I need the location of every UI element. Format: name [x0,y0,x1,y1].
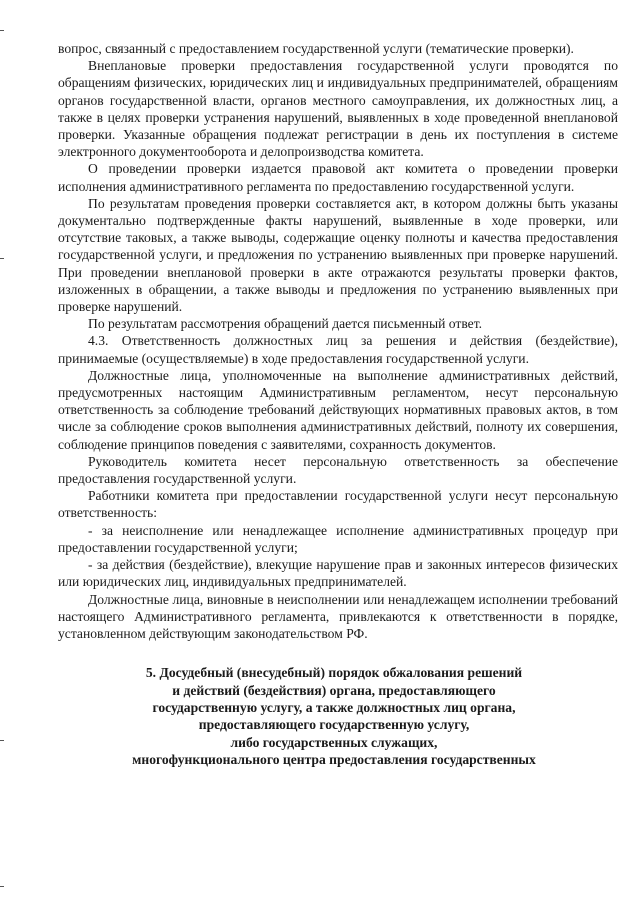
paragraph: 4.3. Ответственность должностных лиц за решения и действия (бездействие), принимаемые (осуществляемые) в ходе предоставления государственной услуги. [58,333,618,366]
list-item: - за неисполнение или ненадлежащее исполнение административных процедур при предоставлении государственной услуги; [58,522,618,555]
heading-line: 5. Досудебный (внесудебный) порядок обжалования решений [145,665,523,681]
heading-line: многофункционального центра предоставления государственных [132,752,536,768]
edge-mark [0,886,4,887]
heading-line: и действий (бездействия) органа, предоставляющего [172,682,496,698]
edge-mark [0,30,4,31]
section-heading [58,664,618,768]
heading-line: либо государственных служащих, [230,734,438,750]
paragraph: Внеплановые проверки предоставления государственной услуги проводятся по обращениям физических, юридических лиц и индивидуальных предпринимателей, обращениям органов государственной власти, органов местного самоуправления, их должностных лиц, а также в целях проверки устранения нарушений, выявленных в ходе проведенной внеплановой проверки. Указанные обращения подлежат регистрации в день их поступления в системе электронного документооборота и делопроизводства комитета. [58,58,618,160]
paragraph: По результатам рассмотрения обращений дается письменный ответ. [88,316,483,332]
paragraph: вопрос, связанный с предоставлением государственной услуги (тематические проверки). [58,41,574,56]
list-item: - за действия (бездействие), влекущие нарушение прав и законных интересов физических или юридических лиц, индивидуальных предпринимателей. [58,557,618,590]
paragraph: Работники комитета при предоставлении государственной услуги несут персональную ответственность: [58,488,618,521]
paragraph: О проведении проверки издается правовой акт комитета о проведении проверки исполнения административного регламента по предоставлению государственной услуги. [58,161,618,194]
paragraph: Руководитель комитета несет персональную ответственность за обеспечение предоставления государственной услуги. [58,453,618,487]
paragraph: Должностные лица, виновные в неисполнении или ненадлежащем исполнении требований настоящего Административного регламента, привлекаются к ответственности в порядке, установленном действующим законодательством РФ. [58,591,618,641]
heading-line: государственную услугу, а также должностных лиц органа, [152,699,516,715]
heading-line: предоставляющего государственную услугу, [198,717,470,733]
paragraph: Должностные лица, уполномоченные на выполнение административных действий, предусмотренных настоящим Административным регламентом, несут персональную ответственность за соблюдение требований действующих нормативных правовых актов, в том числе за соблюдение сроков выполнения административных действий, полноту их совершения, соблюдение принципов поведения с заявителями, сохранность документов. [58,367,618,452]
edge-mark [0,258,4,259]
document-body [58,40,618,642]
paragraph: По результатам проведения проверки составляется акт, в котором должны быть указаны документально подтвержденные факты нарушений, выявленные в ходе проверки, или отсутствие таковых, а также выводы, содержащие оценку полноты и качества предоставления государственной услуги, и предложения по устранению выявленных при проверке нарушений. При проведении внеплановой проверки в акте отражаются результаты проверки фактов, изложенных в обращении, а также выводы и предложения по устранению выявленных при проверке нарушений. [58,195,618,315]
edge-mark [0,740,4,741]
